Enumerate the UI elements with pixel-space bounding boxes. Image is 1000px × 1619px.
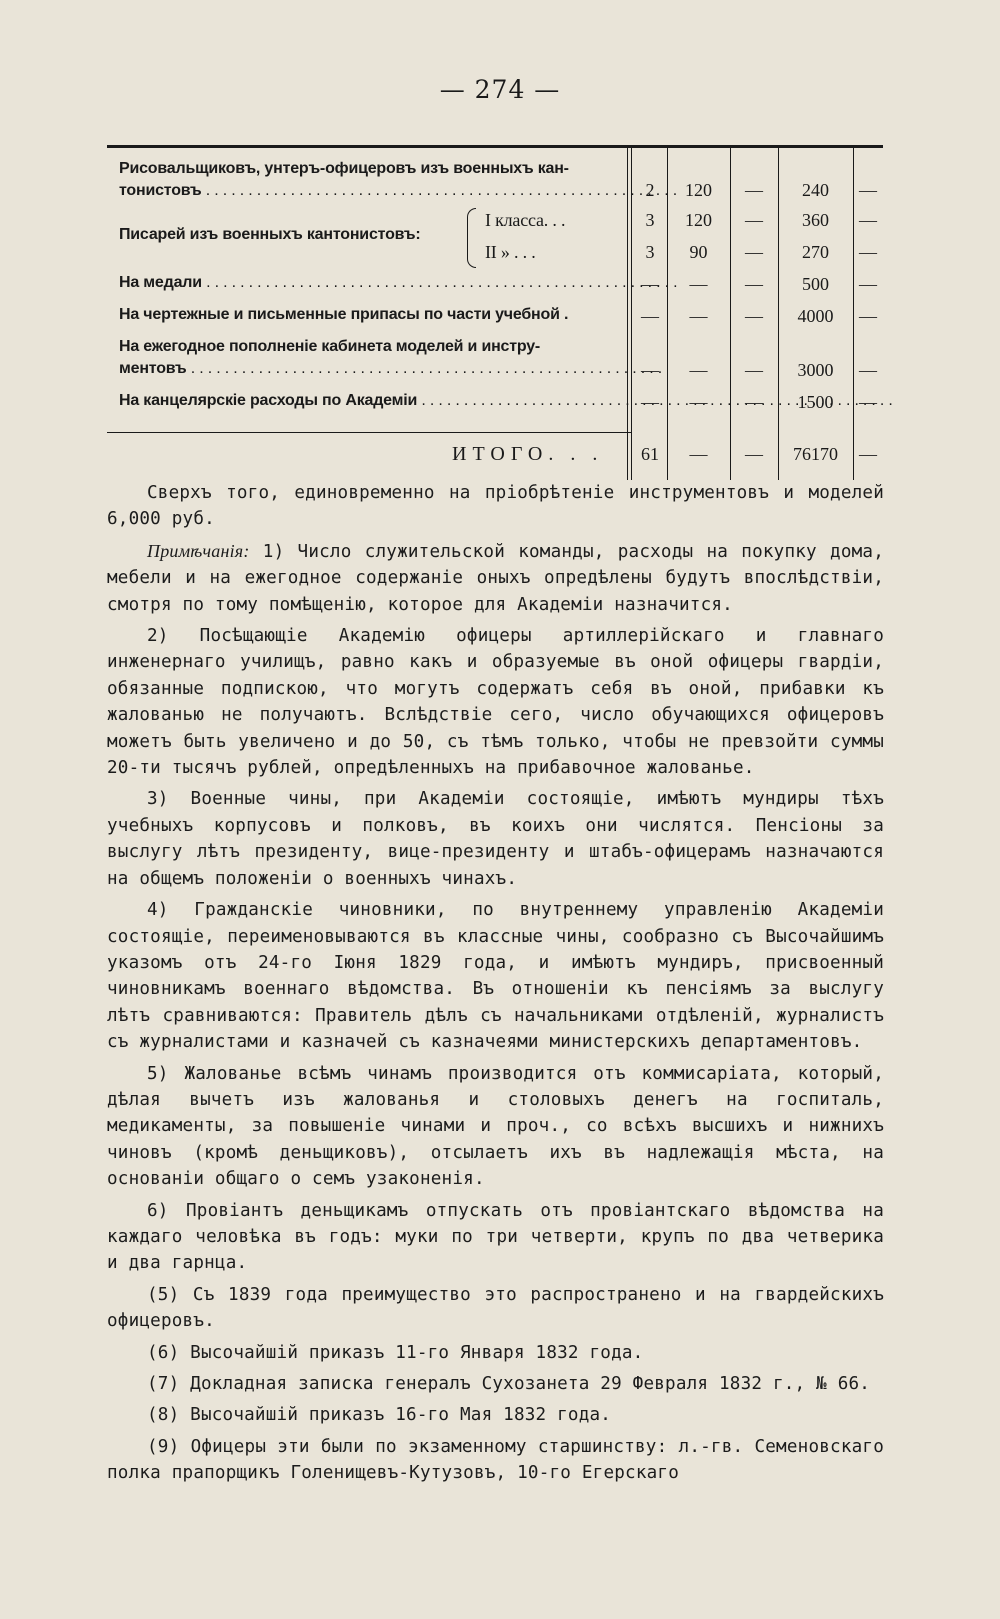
row-kop: — xyxy=(859,360,877,380)
paragraph: 3) Военные чины, при Академіи состоящіе, имѣютъ мундиры тѣхъ учебныхъ корпусовъ и полковъ, въ коихъ они числятся. Пенсіоны за выслугу лѣтъ президенту, вице-президенту и штабъ-офицерамъ назначаются на общемъ положеніи о военныхъ чинахъ. xyxy=(107,789,884,889)
budget-table xyxy=(107,145,883,480)
footnote-mark: (9) xyxy=(147,1436,180,1457)
row-salary: — xyxy=(689,392,708,412)
paragraph: 5) Жалованье всѣмъ чинамъ производится отъ коммисаріата, который, дѣлая вычетъ изъ жалованья и столовыхъ денегъ на госпиталь, медикаменты, за повышеніе чинами и проч., со всѣхъ высшихъ и нижнихъ чиновъ (кромѣ деньщиковъ), отсылаетъ ихъ въ надлежащія мѣста, на основаніи общаго о семъ узаконенія. xyxy=(107,1063,884,1190)
total-rule xyxy=(107,432,631,433)
row-desc: На медали . . . xyxy=(119,274,624,292)
row-extra: — xyxy=(745,274,763,294)
paragraph: 6) Провіантъ деньщикамъ отпускать отъ провіантскаго вѣдомства на каждаго человѣка въ годъ: муки по три четверти, крупъ по два четверика и два гарнца. xyxy=(107,1200,884,1274)
row-salary: — xyxy=(689,360,708,380)
row-class: II » . . . xyxy=(485,242,536,262)
row-desc: тонистовъ . . . xyxy=(119,182,624,200)
total-kop: — xyxy=(859,444,877,464)
page-number: — 274 — xyxy=(439,75,561,104)
row-kop: — xyxy=(859,210,877,230)
row-total: 4000 xyxy=(797,306,834,326)
row-desc: ментовъ . . . xyxy=(119,360,624,378)
row-total: 3000 xyxy=(797,360,834,380)
row-extra: — xyxy=(745,392,763,412)
footnote: (8) Высочайшій приказъ 16-го Мая 1832 года. xyxy=(147,1405,612,1426)
row-salary: — xyxy=(689,274,708,294)
notes-label: Примѣчанія: xyxy=(147,540,250,561)
row-total: 360 xyxy=(802,210,829,230)
row-desc: На канцелярскіе расходы по Академіи . . . xyxy=(119,392,624,410)
row-count: — xyxy=(641,360,659,380)
paragraph: Сверхъ того, единовременно на пріобрѣтеніе инструментовъ и моделей 6,000 руб. xyxy=(107,483,884,530)
footnote-mark: (8) xyxy=(147,1405,180,1426)
total-label: ИТОГО. . . xyxy=(452,443,604,465)
row-total: 500 xyxy=(802,274,829,294)
row-extra: — xyxy=(745,242,763,262)
paragraph: 4) Гражданскіе чиновники, по внутреннему управленію Академіи состоящіе, переименовываются въ классные чины, сообразно съ Высочайшимъ указомъ отъ 24-го Іюня 1829 года, и имѣютъ мундиръ, присвоенный чиновникамъ военнаго вѣдомства. Въ отношеніи къ пенсіямъ за выслугу лѣтъ сравниваются: Правитель дѣлъ съ начальниками отдѣленій, журналистъ съ журналистами и казначей съ казначеями министерскихъ департаментовъ. xyxy=(107,900,884,1053)
row-extra: — xyxy=(745,180,763,200)
row-desc: На ежегодное пополненіе кабинета моделей и инстру- xyxy=(119,338,541,355)
row-desc: Рисовальщиковъ, унтеръ-офицеровъ изъ военныхъ кан- xyxy=(119,160,569,177)
row-extra: — xyxy=(745,306,763,326)
footnote-mark: (6) xyxy=(147,1342,180,1363)
footnote: (6) Высочайшій приказъ 11-го Января 1832 года. xyxy=(147,1342,644,1363)
row-extra: — xyxy=(745,360,763,380)
total-count: 61 xyxy=(641,444,659,464)
row-salary: — xyxy=(689,306,708,326)
row-class: I класса. . . xyxy=(485,210,566,230)
row-salary: 90 xyxy=(689,242,708,262)
row-kop: — xyxy=(859,392,877,412)
row-count: — xyxy=(641,392,659,412)
footnote: (7) Докладная записка генералъ Сухозанета 29 Февраля 1832 г., № 66. xyxy=(147,1374,871,1394)
row-desc: На чертежные и письменные припасы по части учебной . xyxy=(119,306,569,323)
row-extra: — xyxy=(745,210,763,230)
paragraph: 2) Посѣщающіе Академію офицеры артиллерійскаго и главнаго инженернаго училищъ, равно какъ и образуемые въ оной офицеры гвардіи, обязанные подпискою, что могутъ содержатъ себя въ оной, прибавки къ жалованью не получаютъ. Вслѣдствіе сего, число обучающихся офицеровъ можетъ быть увеличено и до 50, съ тѣмъ только, чтобы не превзойти суммы 20-ти тысячъ рублей, опредѣленныхъ на прибавочное жалованье. xyxy=(107,626,884,779)
row-kop: — xyxy=(859,306,877,326)
row-count: — xyxy=(641,274,659,294)
total-extra: — xyxy=(745,444,763,464)
row-desc: Писарей изъ военныхъ кантонистовъ: xyxy=(119,226,421,243)
footnote: (5) Съ 1839 года преимущество это распространено и на гвардейскихъ офицеровъ. xyxy=(107,1284,884,1332)
row-salary: 120 xyxy=(685,180,712,200)
row-total: 240 xyxy=(802,180,829,200)
footnote-mark: (5) xyxy=(147,1284,180,1305)
brace-symbol xyxy=(467,208,476,268)
row-count: 2 xyxy=(645,180,655,200)
row-total: 270 xyxy=(802,242,829,262)
row-kop: — xyxy=(859,274,877,294)
row-total: 1500 xyxy=(797,392,834,412)
footnote: (9) Офицеры эти были по экзаменному старшинству: л.-гв. Семеновскаго полка прапорщикъ Голенищевъ-Кутузовъ, 10-го Егерскаго xyxy=(107,1436,884,1484)
row-count: — xyxy=(641,306,659,326)
row-count: 3 xyxy=(645,210,655,230)
total-salary: — xyxy=(689,444,708,464)
row-kop: — xyxy=(859,180,877,200)
row-salary: 120 xyxy=(685,210,712,230)
total-sum: 76170 xyxy=(793,444,838,464)
row-count: 3 xyxy=(645,242,655,262)
body-text xyxy=(107,480,884,1487)
footnote-mark: (7) xyxy=(147,1374,180,1394)
paragraph: Примѣчанія: 1) Число служительской команды, расходы на покупку дома, мебели и на ежегодное содержаніе оныхъ опредѣлены будутъ впослѣдствіи, смотря по тому помѣщенію, которое для Академіи назначится. xyxy=(107,540,884,615)
row-kop: — xyxy=(859,242,877,262)
